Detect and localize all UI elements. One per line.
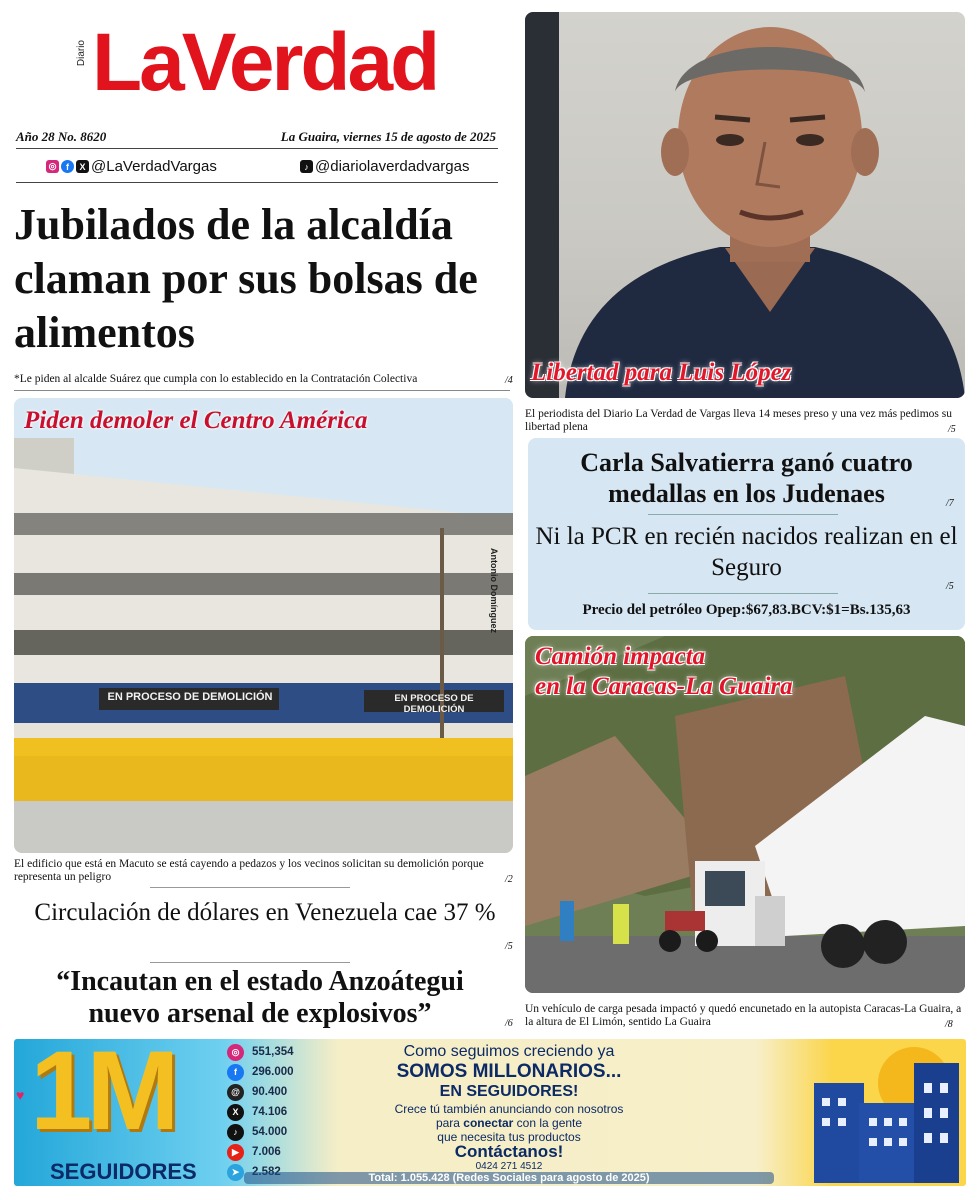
lopez-page-ref: /5 <box>948 424 956 435</box>
ad-line1: Como seguimos creciendo ya <box>403 1043 615 1060</box>
ad-line2: SOMOS MILLONARIOS... <box>396 1061 622 1082</box>
facebook-icon: f <box>227 1064 244 1081</box>
diario-label: Diario <box>76 40 87 67</box>
camion-caption: Un vehículo de carga pesada impactó y quedó encunetado en la autopista Caracas-La Guaira, a la altura de El Limón, sentido La Guaira <box>525 1003 962 1028</box>
dolares-headline[interactable]: Circulación de dólares en Venezuela cae 37 % <box>34 899 496 926</box>
ad-big-1m: 1M <box>30 1039 174 1153</box>
ad-line5 <box>344 1116 674 1130</box>
carla-page-ref: /7 <box>946 498 954 509</box>
centro-rule <box>150 887 350 888</box>
camion-photo[interactable] <box>525 636 965 993</box>
briefs-rule-2 <box>648 593 838 594</box>
stat-value: 74.106 <box>252 1106 288 1118</box>
carla-brief[interactable]: Carla Salvatierra ganó cuatro medallas en los Judenaes <box>580 448 913 508</box>
stat-instagram <box>227 1042 294 1062</box>
x-icon: X <box>227 1104 244 1121</box>
ad-contact[interactable]: Contáctanos! <box>454 1142 564 1161</box>
photo-credit: Antonio Domínguez <box>489 548 499 633</box>
stat-tiktok <box>227 1122 294 1142</box>
social-handle-left: @LaVerdadVargas <box>91 158 217 175</box>
ad-line6: que necesita tus productos <box>437 1130 581 1144</box>
stat-youtube <box>227 1142 294 1162</box>
castle-icon <box>804 1043 964 1183</box>
instagram-icon: ◎ <box>46 160 59 173</box>
lead-rule <box>14 390 510 391</box>
portrait-illustration <box>525 12 965 398</box>
ad-line5b: conectar <box>463 1116 514 1130</box>
facebook-icon: f <box>61 160 74 173</box>
centro-page-ref: /2 <box>505 874 513 885</box>
building-illustration <box>14 398 513 853</box>
social-handles-left[interactable] <box>46 158 217 175</box>
x-icon: X <box>76 160 89 173</box>
youtube-icon: ▶ <box>227 1144 244 1161</box>
briefs-rule-1 <box>648 514 838 515</box>
lopez-photo[interactable] <box>525 12 965 398</box>
ad-line5a: para <box>435 1116 464 1130</box>
camion-page-ref: /8 <box>945 1019 953 1030</box>
telegram-icon: ➤ <box>227 1164 244 1181</box>
newspaper-logo: LaVerdad <box>92 17 438 108</box>
stat-value: 7.006 <box>252 1146 281 1158</box>
tiktok-icon: ♪ <box>300 160 313 173</box>
ad-line3: EN SEGUIDORES! <box>439 1083 579 1100</box>
tiktok-icon: ♪ <box>227 1124 244 1141</box>
pcr-page-ref: /5 <box>946 581 954 592</box>
camion-title-line2: en la Caracas-La Guaira <box>535 673 793 700</box>
stat-x <box>227 1102 294 1122</box>
masthead-rule-bottom <box>16 182 498 183</box>
heart-icon: ♥ <box>16 1089 25 1104</box>
followers-ad-banner[interactable] <box>14 1039 966 1186</box>
camion-title <box>535 642 793 702</box>
ad-line5c: con la gente <box>513 1116 583 1130</box>
ad-phone[interactable]: 0424 271 4512 <box>475 1161 543 1172</box>
ad-stats-list <box>227 1042 294 1182</box>
lead-headline[interactable]: Jubilados de la alcaldía claman por sus bolsas de alimentos <box>14 200 478 357</box>
petroleo-brief: Precio del petróleo Opep:$67,83.BCV:$1=Bs.135,63 <box>582 602 911 618</box>
issue-number: Año 28 No. 8620 <box>16 129 107 144</box>
stat-value: 296.000 <box>252 1066 294 1078</box>
camion-title-line1: Camión impacta <box>535 643 706 670</box>
social-handles-right[interactable] <box>300 158 469 175</box>
dateline: La Guaira, viernes 15 de agosto de 2025 <box>280 129 496 144</box>
stat-value: 54.000 <box>252 1126 288 1138</box>
briefs-box <box>528 438 965 630</box>
centro-title: Piden demoler el Centro América <box>24 407 368 434</box>
incautan-page-ref: /6 <box>505 1018 513 1029</box>
social-handle-right: @diariolaverdadvargas <box>315 158 470 175</box>
pcr-brief[interactable]: Ni la PCR en recién nacidos realizan en el Seguro <box>535 523 958 581</box>
ad-total: Total: 1.055.428 (Redes Sociales para agosto de 2025) <box>244 1172 774 1184</box>
demolition-sign-2: EN PROCESO DE DEMOLICIÓN <box>394 693 474 715</box>
stat-facebook <box>227 1062 294 1082</box>
centro-caption: El edificio que está en Macuto se está cayendo a pedazos y los vecinos solicitan su demolición porque representa un peligro <box>14 858 484 883</box>
masthead-rule-top <box>16 148 498 149</box>
centro-america-photo[interactable] <box>14 398 513 853</box>
lead-page-ref: /4 <box>505 375 513 386</box>
ad-seguidores: SEGUIDORES <box>50 1159 197 1184</box>
lead-subnote: *Le piden al alcalde Suárez que cumpla con lo establecido en la Contratación Colectiva <box>14 373 418 385</box>
instagram-icon: ◎ <box>227 1044 244 1061</box>
demolition-sign-1: EN PROCESO DE DEMOLICIÓN <box>107 691 273 703</box>
stat-value: 551,354 <box>252 1046 294 1058</box>
incautan-headline[interactable]: “Incautan en el estado Anzoátegui nuevo arsenal de explosivos” <box>56 966 464 1029</box>
dolares-rule <box>150 962 350 963</box>
stat-threads <box>227 1082 294 1102</box>
threads-icon: @ <box>227 1084 244 1101</box>
lopez-caption: El periodista del Diario La Verdad de Vargas lleva 14 meses preso y una vez más pedimos su libertad plena <box>525 408 952 433</box>
lopez-title: Libertad para Luis López <box>531 359 792 386</box>
stat-value: 90.400 <box>252 1086 288 1098</box>
dolares-page-ref: /5 <box>505 941 513 952</box>
ad-line4: Crece tú también anunciando con nosotros <box>394 1102 624 1116</box>
